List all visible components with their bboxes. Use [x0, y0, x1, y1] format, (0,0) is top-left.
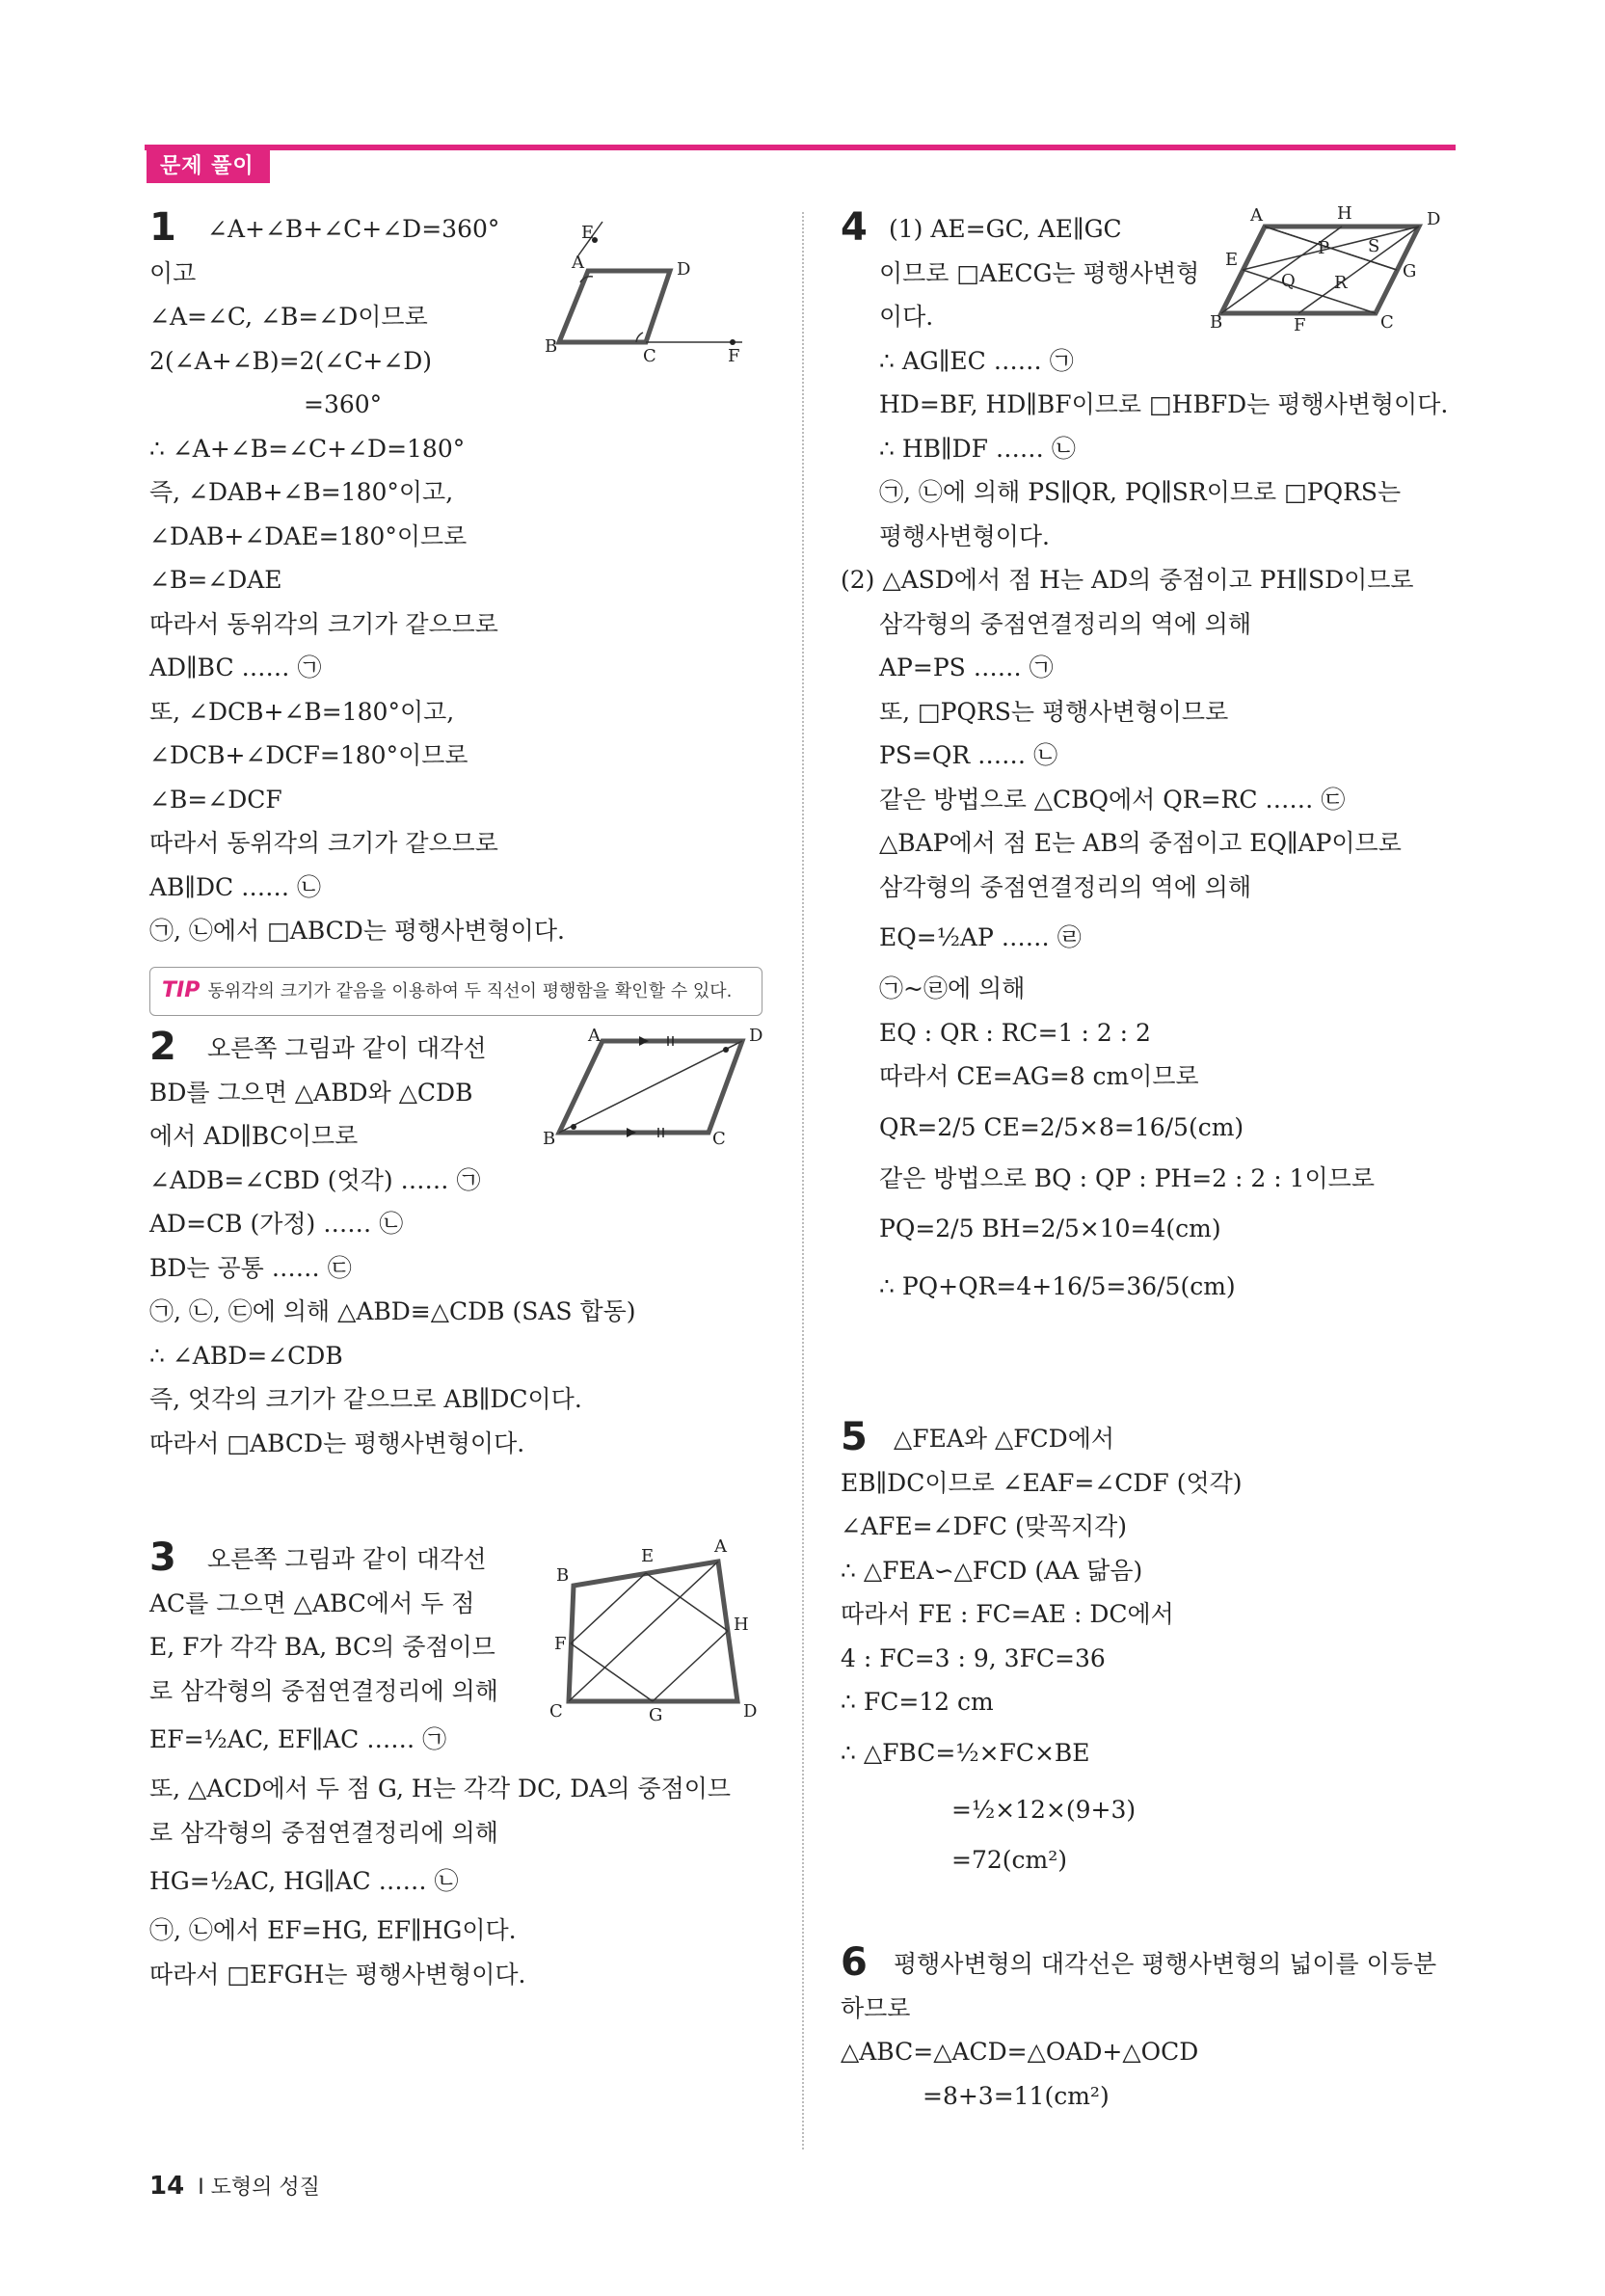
solution-line: PS=QR …… ㉡ — [879, 741, 1058, 769]
solution-line: PQ=2/5 BH=2/5×10=4(cm) — [879, 1215, 1221, 1242]
problem-number: 1 — [149, 205, 176, 250]
problem-1 — [149, 207, 766, 1027]
fig-label: A — [588, 1026, 601, 1046]
solution-line: ∠A+∠B+∠C+∠D=360° — [207, 215, 500, 243]
fig-label: A — [1250, 205, 1263, 226]
parallelogram-figure-1 — [535, 223, 766, 366]
solution-line: ∴ ∠A+∠B=∠C+∠D=180° — [149, 434, 466, 463]
fig-label: A — [572, 253, 584, 273]
solution-line: 하므로 — [841, 1993, 911, 2022]
solution-line: 오른쪽 그림과 같이 대각선 — [207, 1034, 487, 1062]
fig-label: D — [1427, 209, 1441, 229]
fig-label: F — [1294, 315, 1306, 335]
solution-line: 따라서 FE : FC=AE : DC에서 — [841, 1600, 1174, 1628]
page-number: 14 — [149, 2172, 185, 2201]
solution-line: △FEA와 △FCD에서 — [894, 1425, 1115, 1453]
solution-line: 삼각형의 중점연결정리의 역에 의해 — [879, 609, 1252, 638]
solution-line: EQ=½AP …… ㉣ — [879, 923, 1082, 951]
fig-label: S — [1368, 236, 1380, 256]
solution-line: ∴ △FEA∽△FCD (AA 닮음) — [841, 1556, 1143, 1585]
solution-line: ∴ HB∥DF …… ㉡ — [879, 434, 1076, 463]
problem-3 — [149, 1537, 766, 1996]
problem-5 — [841, 1417, 1458, 1942]
fig-label: G — [1403, 261, 1417, 281]
parallelogram-figure-4 — [1210, 203, 1458, 352]
solution-line: ∠DAB+∠DAE=180°이므로 — [149, 521, 468, 550]
solution-line: 또, □PQRS는 평행사변형이므로 — [879, 697, 1229, 726]
solution-line: ㉠, ㉡, ㉢에 의해 △ABD≡△CDB (SAS 합동) — [149, 1297, 636, 1325]
solution-line: 같은 방법으로 △CBQ에서 QR=RC …… ㉢ — [879, 785, 1346, 814]
solution-line: 에서 AD∥BC이므로 — [149, 1122, 359, 1150]
solution-line: ∴ △FBC=½×FC×BE — [841, 1738, 1090, 1767]
solution-line: ∠ADB=∠CBD (엇각) …… ㉠ — [149, 1165, 481, 1194]
tip-text: 동위각의 크기가 같음을 이용하여 두 직선이 평행함을 확인할 수 있다. — [207, 980, 733, 1001]
solution-line: ∴ PQ+QR=4+16/5=36/5(cm) — [879, 1272, 1236, 1300]
problem-number: 5 — [841, 1415, 868, 1459]
fig-label: E — [641, 1546, 655, 1566]
fig-label: R — [1334, 273, 1348, 293]
solution-line: 로 삼각형의 중점연결정리에 의해 — [149, 1676, 498, 1705]
solution-line: 이고 — [149, 258, 197, 287]
solution-line: HG=½AC, HG∥AC …… ㉡ — [149, 1867, 459, 1895]
page-footer — [149, 2171, 320, 2201]
solution-line: =8+3=11(cm²) — [923, 2081, 1110, 2110]
quadrilateral-figure-3 — [545, 1528, 766, 1730]
fig-label: C — [549, 1701, 563, 1722]
fig-label: C — [712, 1129, 726, 1149]
header-bar — [145, 145, 1456, 150]
tip-box — [149, 967, 762, 1016]
parallelogram-figure-2 — [535, 1027, 766, 1161]
solution-line: 즉, 엇각의 크기가 같으므로 AB∥DC이다. — [149, 1385, 582, 1413]
solution-line: ∠AFE=∠DFC (맞꼭지각) — [841, 1512, 1128, 1540]
solution-line: △BAP에서 점 E는 AB의 중점이고 EQ∥AP이므로 — [879, 829, 1402, 857]
solution-line: BD를 그으면 △ABD와 △CDB — [149, 1078, 473, 1107]
solution-line: ∴ FC=12 cm — [841, 1688, 994, 1716]
solution-line: (1) AE=GC, AE∥GC — [889, 215, 1122, 243]
problem-6 — [841, 1942, 1458, 2118]
solution-line: =360° — [304, 390, 383, 418]
solution-line: 따라서 CE=AG=8 cm이므로 — [879, 1062, 1199, 1090]
solution-line: HD=BF, HD∥BF이므로 □HBFD는 평행사변형이다. — [879, 390, 1449, 418]
fig-label: E — [1225, 250, 1239, 270]
section-tag: 문제 풀이 — [147, 147, 270, 183]
fig-label: E — [581, 223, 595, 243]
solution-line: 따라서 동위각의 크기가 같으므로 — [149, 829, 498, 857]
problem-number: 3 — [149, 1535, 176, 1580]
problem-number: 2 — [149, 1025, 176, 1069]
fig-label: D — [677, 259, 691, 280]
solution-line: BD는 공통 …… ㉢ — [149, 1253, 352, 1282]
solution-line: 4 : FC=3 : 9, 3FC=36 — [841, 1643, 1106, 1672]
solution-line: 따라서 □ABCD는 평행사변형이다. — [149, 1428, 525, 1457]
solution-line: △ABC=△ACD=△OAD+△OCD — [841, 2038, 1199, 2066]
problem-2 — [149, 1027, 766, 1537]
solution-line: 또, △ACD에서 두 점 G, H는 각각 DC, DA의 중점이므 — [149, 1775, 732, 1802]
solution-line: QR=2/5 CE=2/5×8=16/5(cm) — [879, 1112, 1244, 1141]
solution-line: 오른쪽 그림과 같이 대각선 — [207, 1545, 487, 1573]
solution-line: ㉠, ㉡에서 □ABCD는 평행사변형이다. — [149, 917, 565, 945]
solution-line: ∠DCB+∠DCF=180°이므로 — [149, 741, 468, 769]
solution-line: ∠B=∠DAE — [149, 566, 282, 594]
solution-line: 이다. — [879, 303, 934, 331]
fig-label: B — [545, 336, 558, 357]
solution-line: ∴ AG∥EC …… ㉠ — [879, 346, 1074, 375]
fig-label: B — [1210, 312, 1223, 333]
left-column — [149, 207, 766, 1996]
solution-line: 2(∠A+∠B)=2(∠C+∠D) — [149, 346, 433, 375]
section-title: Ⅰ 도형의 성질 — [198, 2176, 320, 2200]
solution-line: ∴ ∠ABD=∠CDB — [149, 1341, 343, 1370]
fig-label: D — [749, 1026, 763, 1046]
solution-line: 즉, ∠DAB+∠B=180°이고, — [149, 478, 454, 506]
solution-line: 평행사변형의 대각선은 평행사변형의 넓이를 이등분 — [894, 1950, 1437, 1978]
solution-line: (2) △ASD에서 점 H는 AD의 중점이고 PH∥SD이므로 — [841, 566, 1414, 594]
solution-line: EQ : QR : RC=1 : 2 : 2 — [879, 1018, 1151, 1047]
problem-4 — [841, 203, 1458, 1417]
solution-line: EF=½AC, EF∥AC …… ㉠ — [149, 1725, 447, 1753]
solution-line: E, F가 각각 BA, BC의 중점이므 — [149, 1633, 495, 1661]
fig-label: C — [643, 346, 656, 366]
fig-label: H — [1337, 203, 1352, 224]
solution-line: 따라서 동위각의 크기가 같으므로 — [149, 609, 498, 638]
fig-label: F — [554, 1634, 567, 1654]
fig-label: F — [728, 346, 740, 366]
solution-line: AD∥BC …… ㉠ — [149, 654, 322, 681]
fig-label: B — [556, 1565, 570, 1586]
fig-label: A — [714, 1536, 727, 1557]
column-divider — [802, 212, 804, 2149]
solution-line: AP=PS …… ㉠ — [879, 654, 1054, 681]
solution-line: EB∥DC이므로 ∠EAF=∠CDF (엇각) — [841, 1468, 1243, 1497]
fig-label: B — [543, 1129, 556, 1149]
problem-number: 6 — [841, 1940, 868, 1985]
solution-line: ∠B=∠DCF — [149, 785, 282, 814]
solution-line: 삼각형의 중점연결정리의 역에 의해 — [879, 872, 1252, 901]
solution-line: ㉠~㉣에 의해 — [879, 974, 1026, 1002]
solution-line: AD=CB (가정) …… ㉡ — [149, 1210, 404, 1238]
fig-label: P — [1318, 238, 1330, 258]
fig-label: H — [734, 1615, 749, 1635]
solution-line: 또, ∠DCB+∠B=180°이고, — [149, 697, 455, 726]
solution-line: ㉠, ㉡에서 EF=HG, EF∥HG이다. — [149, 1916, 517, 1944]
solution-line: AB∥DC …… ㉡ — [149, 872, 322, 901]
solution-line: ∠A=∠C, ∠B=∠D이므로 — [149, 303, 428, 331]
problem-number: 4 — [841, 205, 868, 250]
solution-line: =½×12×(9+3) — [951, 1795, 1137, 1824]
right-column — [841, 203, 1458, 2118]
solution-line: 따라서 □EFGH는 평행사변형이다. — [149, 1960, 526, 1989]
fig-label: D — [743, 1701, 758, 1722]
fig-label: C — [1380, 312, 1394, 333]
solution-line: ㉠, ㉡에 의해 PS∥QR, PQ∥SR이므로 □PQRS는 — [879, 478, 1402, 506]
fig-label: Q — [1281, 271, 1296, 291]
solution-line: =72(cm²) — [951, 1845, 1067, 1874]
solution-line: AC를 그으면 △ABC에서 두 점 — [149, 1589, 475, 1617]
solution-line: 같은 방법으로 BQ : QP : PH=2 : 2 : 1이므로 — [879, 1163, 1375, 1192]
fig-label: G — [649, 1705, 663, 1725]
solution-line: 이므로 □AECG는 평행사변형 — [879, 258, 1200, 287]
solution-line: 평행사변형이다. — [879, 521, 1050, 550]
solution-line: 로 삼각형의 중점연결정리에 의해 — [149, 1818, 498, 1847]
tip-label: TIP — [162, 977, 201, 1002]
